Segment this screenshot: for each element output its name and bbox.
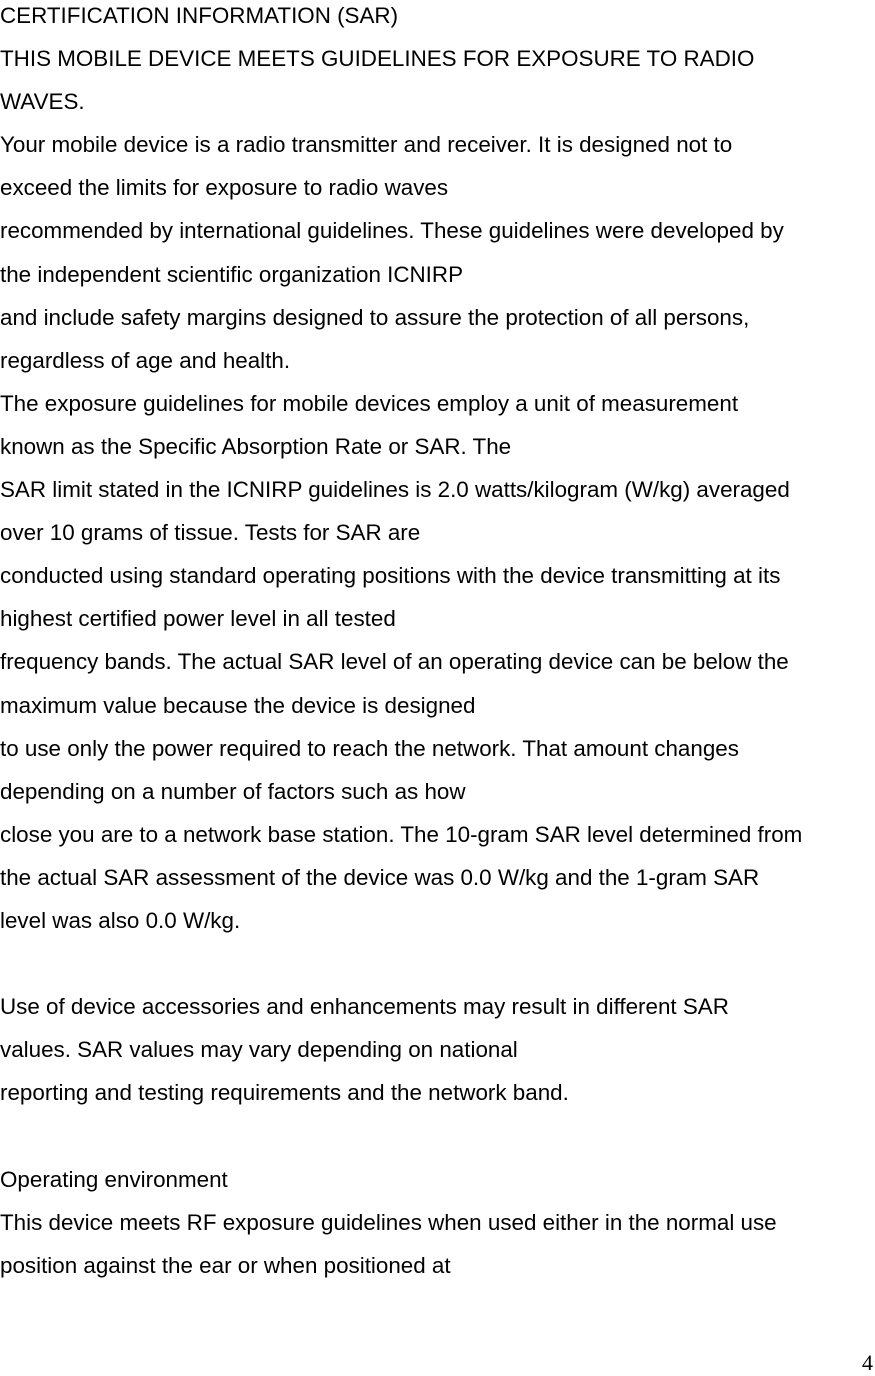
document-line: the independent scientific organization ICNIRP: [0, 261, 464, 287]
document-line: THIS MOBILE DEVICE MEETS GUIDELINES FOR EXPOSURE TO RADIO: [0, 46, 755, 72]
document-line: position against the ear or when positioned at: [0, 1252, 451, 1278]
document-line: exceed the limits for exposure to radio waves: [0, 175, 449, 201]
document-line: values. SAR values may vary depending on national: [0, 1037, 518, 1063]
document-line: highest certified power level in all tested: [0, 606, 396, 632]
document-line: depending on a number of factors such as how: [0, 778, 466, 804]
document-heading: CERTIFICATION INFORMATION (SAR): [0, 3, 399, 28]
document-line: over 10 grams of tissue. Tests for SAR are: [0, 520, 421, 546]
document-line: recommended by international guidelines. These guidelines were developed by: [0, 218, 784, 244]
document-line: SAR limit stated in the ICNIRP guidelines is 2.0 watts/kilogram (W/kg) averaged: [0, 477, 790, 503]
page-number: 4: [862, 1350, 873, 1375]
document-line: Your mobile device is a radio transmitter and receiver. It is designed not to: [0, 132, 733, 158]
document-line: The exposure guidelines for mobile devices employ a unit of measurement: [0, 390, 739, 416]
document-line: WAVES.: [0, 89, 85, 115]
document-line: close you are to a network base station. The 10-gram SAR level determined from: [0, 821, 803, 847]
document-line: to use only the power required to reach the network. That amount changes: [0, 735, 739, 761]
document-line: reporting and testing requirements and the network band.: [0, 1080, 569, 1106]
document-line: Use of device accessories and enhancements may result in different SAR: [0, 994, 729, 1020]
section-heading: Operating environment: [0, 1166, 228, 1192]
document-line: regardless of age and health.: [0, 347, 291, 373]
document-line: known as the Specific Absorption Rate or SAR. The: [0, 433, 512, 459]
document-line: and include safety margins designed to assure the protection of all persons,: [0, 304, 750, 330]
document-line: This device meets RF exposure guidelines when used either in the normal use: [0, 1209, 777, 1235]
document-line: conducted using standard operating positions with the device transmitting at its: [0, 563, 781, 589]
blank-line: [0, 1114, 875, 1157]
document-line: frequency bands. The actual SAR level of an operating device can be below the: [0, 649, 789, 675]
document-line: maximum value because the device is designed: [0, 692, 476, 718]
blank-line: [0, 942, 875, 985]
document-line: level was also 0.0 W/kg.: [0, 907, 241, 933]
document-line: the actual SAR assessment of the device was 0.0 W/kg and the 1-gram SAR: [0, 864, 760, 890]
